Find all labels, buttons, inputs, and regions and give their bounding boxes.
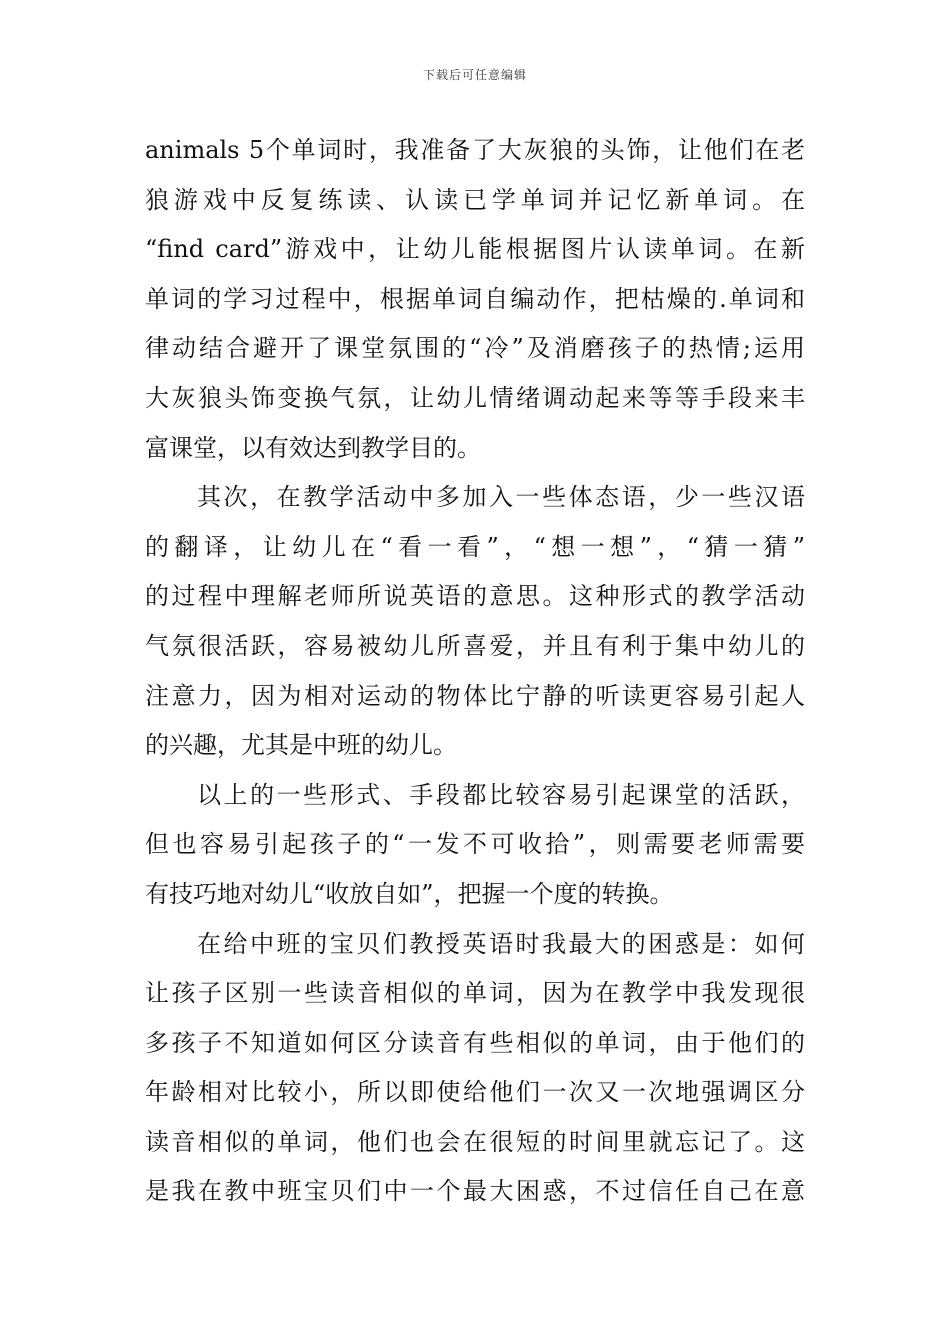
body-text	[145, 126, 805, 1217]
text-line: 单词的学习过程中，根据单词自编动作，把枯燥的.单词和	[145, 284, 805, 313]
text-line: 读音相似的单词，他们也会在很短的时间里就忘记了。这	[145, 1127, 805, 1156]
text-line: 富课堂，以有效达到教学目的。	[145, 433, 481, 462]
text-line: 注意力，因为相对运动的物体比宁静的听读更容易引起人	[145, 681, 805, 710]
text-line: 大灰狼头饰变换气氛，让幼儿情绪调动起来等等手段来丰	[145, 383, 805, 412]
text-line: 的翻译，让幼儿在“看一看”，“想一想”，“猜一猜”	[145, 532, 805, 561]
text-line: 但也容易引起孩子的“一发不可收拾”，则需要老师需要	[145, 830, 805, 859]
text-line: 气氛很活跃，容易被幼儿所喜爱，并且有利于集中幼儿的	[145, 631, 805, 660]
text-line: 以上的一些形式、手段都比较容易引起课堂的活跃，	[197, 780, 805, 809]
text-line: 律动结合避开了课堂氛围的“冷”及消磨孩子的热情;运用	[145, 334, 805, 363]
text-line: 狼游戏中反复练读、认读已学单词并记忆新单词。在	[145, 185, 805, 214]
text-line: 其次，在教学活动中多加入一些体态语，少一些汉语	[197, 483, 805, 512]
text-line: 让孩子区别一些读音相似的单词，因为在教学中我发现很	[145, 979, 805, 1008]
text-line: 年龄相对比较小，所以即使给他们一次又一次地强调区分	[145, 1078, 805, 1107]
text-line: 是我在教中班宝贝们中一个最大困惑，不过信任自己在意	[145, 1177, 805, 1206]
text-line: animals 5个单词时，我准备了大灰狼的头饰，让他们在老	[145, 136, 805, 164]
text-line: 在给中班的宝贝们教授英语时我最大的困惑是：如何	[197, 929, 805, 958]
text-line: 多孩子不知道如何区分读音有些相似的单词，由于他们的	[145, 1028, 805, 1057]
text-line: 的过程中理解老师所说英语的意思。这种形式的教学活动	[145, 582, 805, 611]
text-line: 有技巧地对幼儿“收放自如”，把握一个度的转换。	[145, 879, 674, 908]
text-line: “find card”游戏中，让幼儿能根据图片认读单词。在新	[145, 235, 805, 264]
text-line: 的兴趣，尤其是中班的幼儿。	[145, 731, 457, 760]
page-header-note: 下载后可任意编辑	[422, 68, 527, 82]
